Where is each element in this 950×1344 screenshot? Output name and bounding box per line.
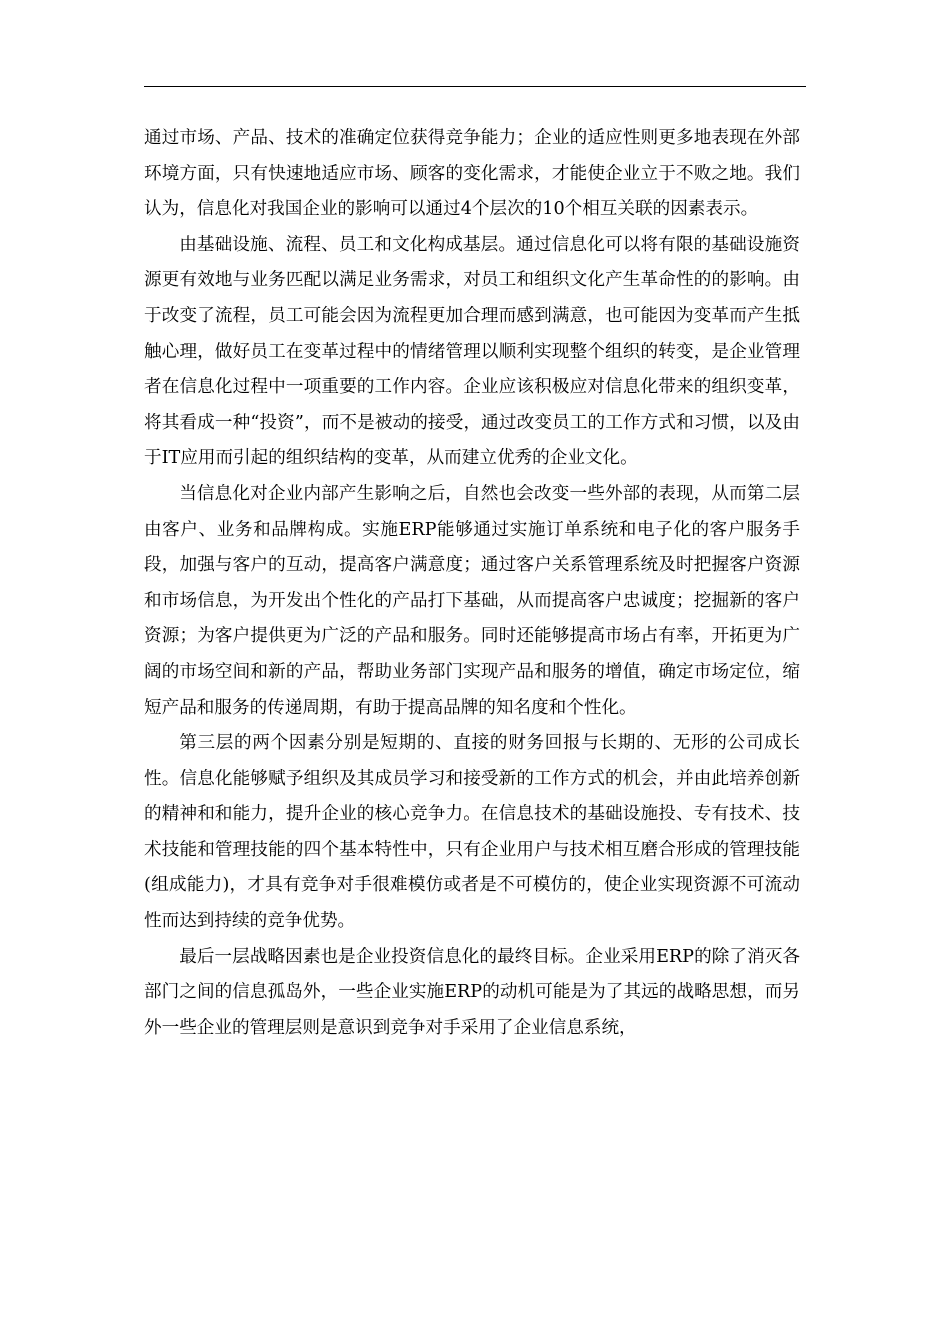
header-rule bbox=[144, 86, 806, 87]
paragraph-base-layer: 由基础设施、流程、员工和文化构成基层。通过信息化可以将有限的基础设施资源更有效地与业务匹配以满足业务需求，对员工和组织文化产生革命性的的影响。由于改变了流程，员工可能会因为流程更加合理而感到满意，也可能因为变革而产生抵触心理，做好员工在变革过程中的情绪管理以顺利实现整个组织的转变，是企业管理者在信息化过程中一项重要的工作内容。企业应该积极应对信息化带来的组织变革，将其看成一种“投资”，而不是被动的接受，通过改变员工的工作方式和习惯，以及由于IT应用而引起的组织结构的变革，从而建立优秀的企业文化。 bbox=[144, 234, 800, 469]
paragraph-second-layer: 当信息化对企业内部产生影响之后，自然也会改变一些外部的表现，从而第二层由客户、业务和品牌构成。实施ERP能够通过实施订单系统和电子化的客户服务手段，加强与客户的互动，提高客户满意度；通过客户关系管理系统及时把握客户资源和市场信息，为开发出个性化的产品打下基础，从而提高客户忠诚度；挖掘新的客户资源；为客户提供更为广泛的产品和服务。同时还能够提高市场占有率，开拓更为广阔的市场空间和新的产品，帮助业务部门实现产品和服务的增值，确定市场定位，缩短产品和服务的传递周期，有助于提高品牌的知名度和个性化。 bbox=[144, 483, 800, 718]
paragraph-strategy-layer: 最后一层战略因素也是企业投资信息化的最终目标。企业采用ERP的除了消灭各部门之间的信息孤岛外，一些企业实施ERP的动机可能是为了其远的战略思想，而另外一些企业的管理层则是意识到竞争对手采用了企业信息系统， bbox=[144, 946, 800, 1038]
paragraph-third-layer: 第三层的两个因素分别是短期的、直接的财务回报与长期的、无形的公司成长性。信息化能够赋予组织及其成员学习和接受新的工作方式的机会，并由此培养创新的精神和和能力，提升企业的核心竞争力。在信息技术的基础设施投、专有技术、技术技能和管理技能的四个基本特性中，只有企业用户与技术相互磨合形成的管理技能(组成能力)，才具有竞争对手很难模仿或者是不可模仿的，使企业实现资源不可流动性而达到持续的竞争优势。 bbox=[144, 733, 800, 932]
body-text bbox=[144, 121, 800, 1046]
paragraph-continuation: 通过市场、产品、技术的准确定位获得竞争能力；企业的适应性则更多地表现在外部环境方面，只有快速地适应市场、顾客的变化需求，才能使企业立于不败之地。我们认为，信息化对我国企业的影响可以通过4个层次的10个相互关联的因素表示。 bbox=[144, 128, 800, 220]
